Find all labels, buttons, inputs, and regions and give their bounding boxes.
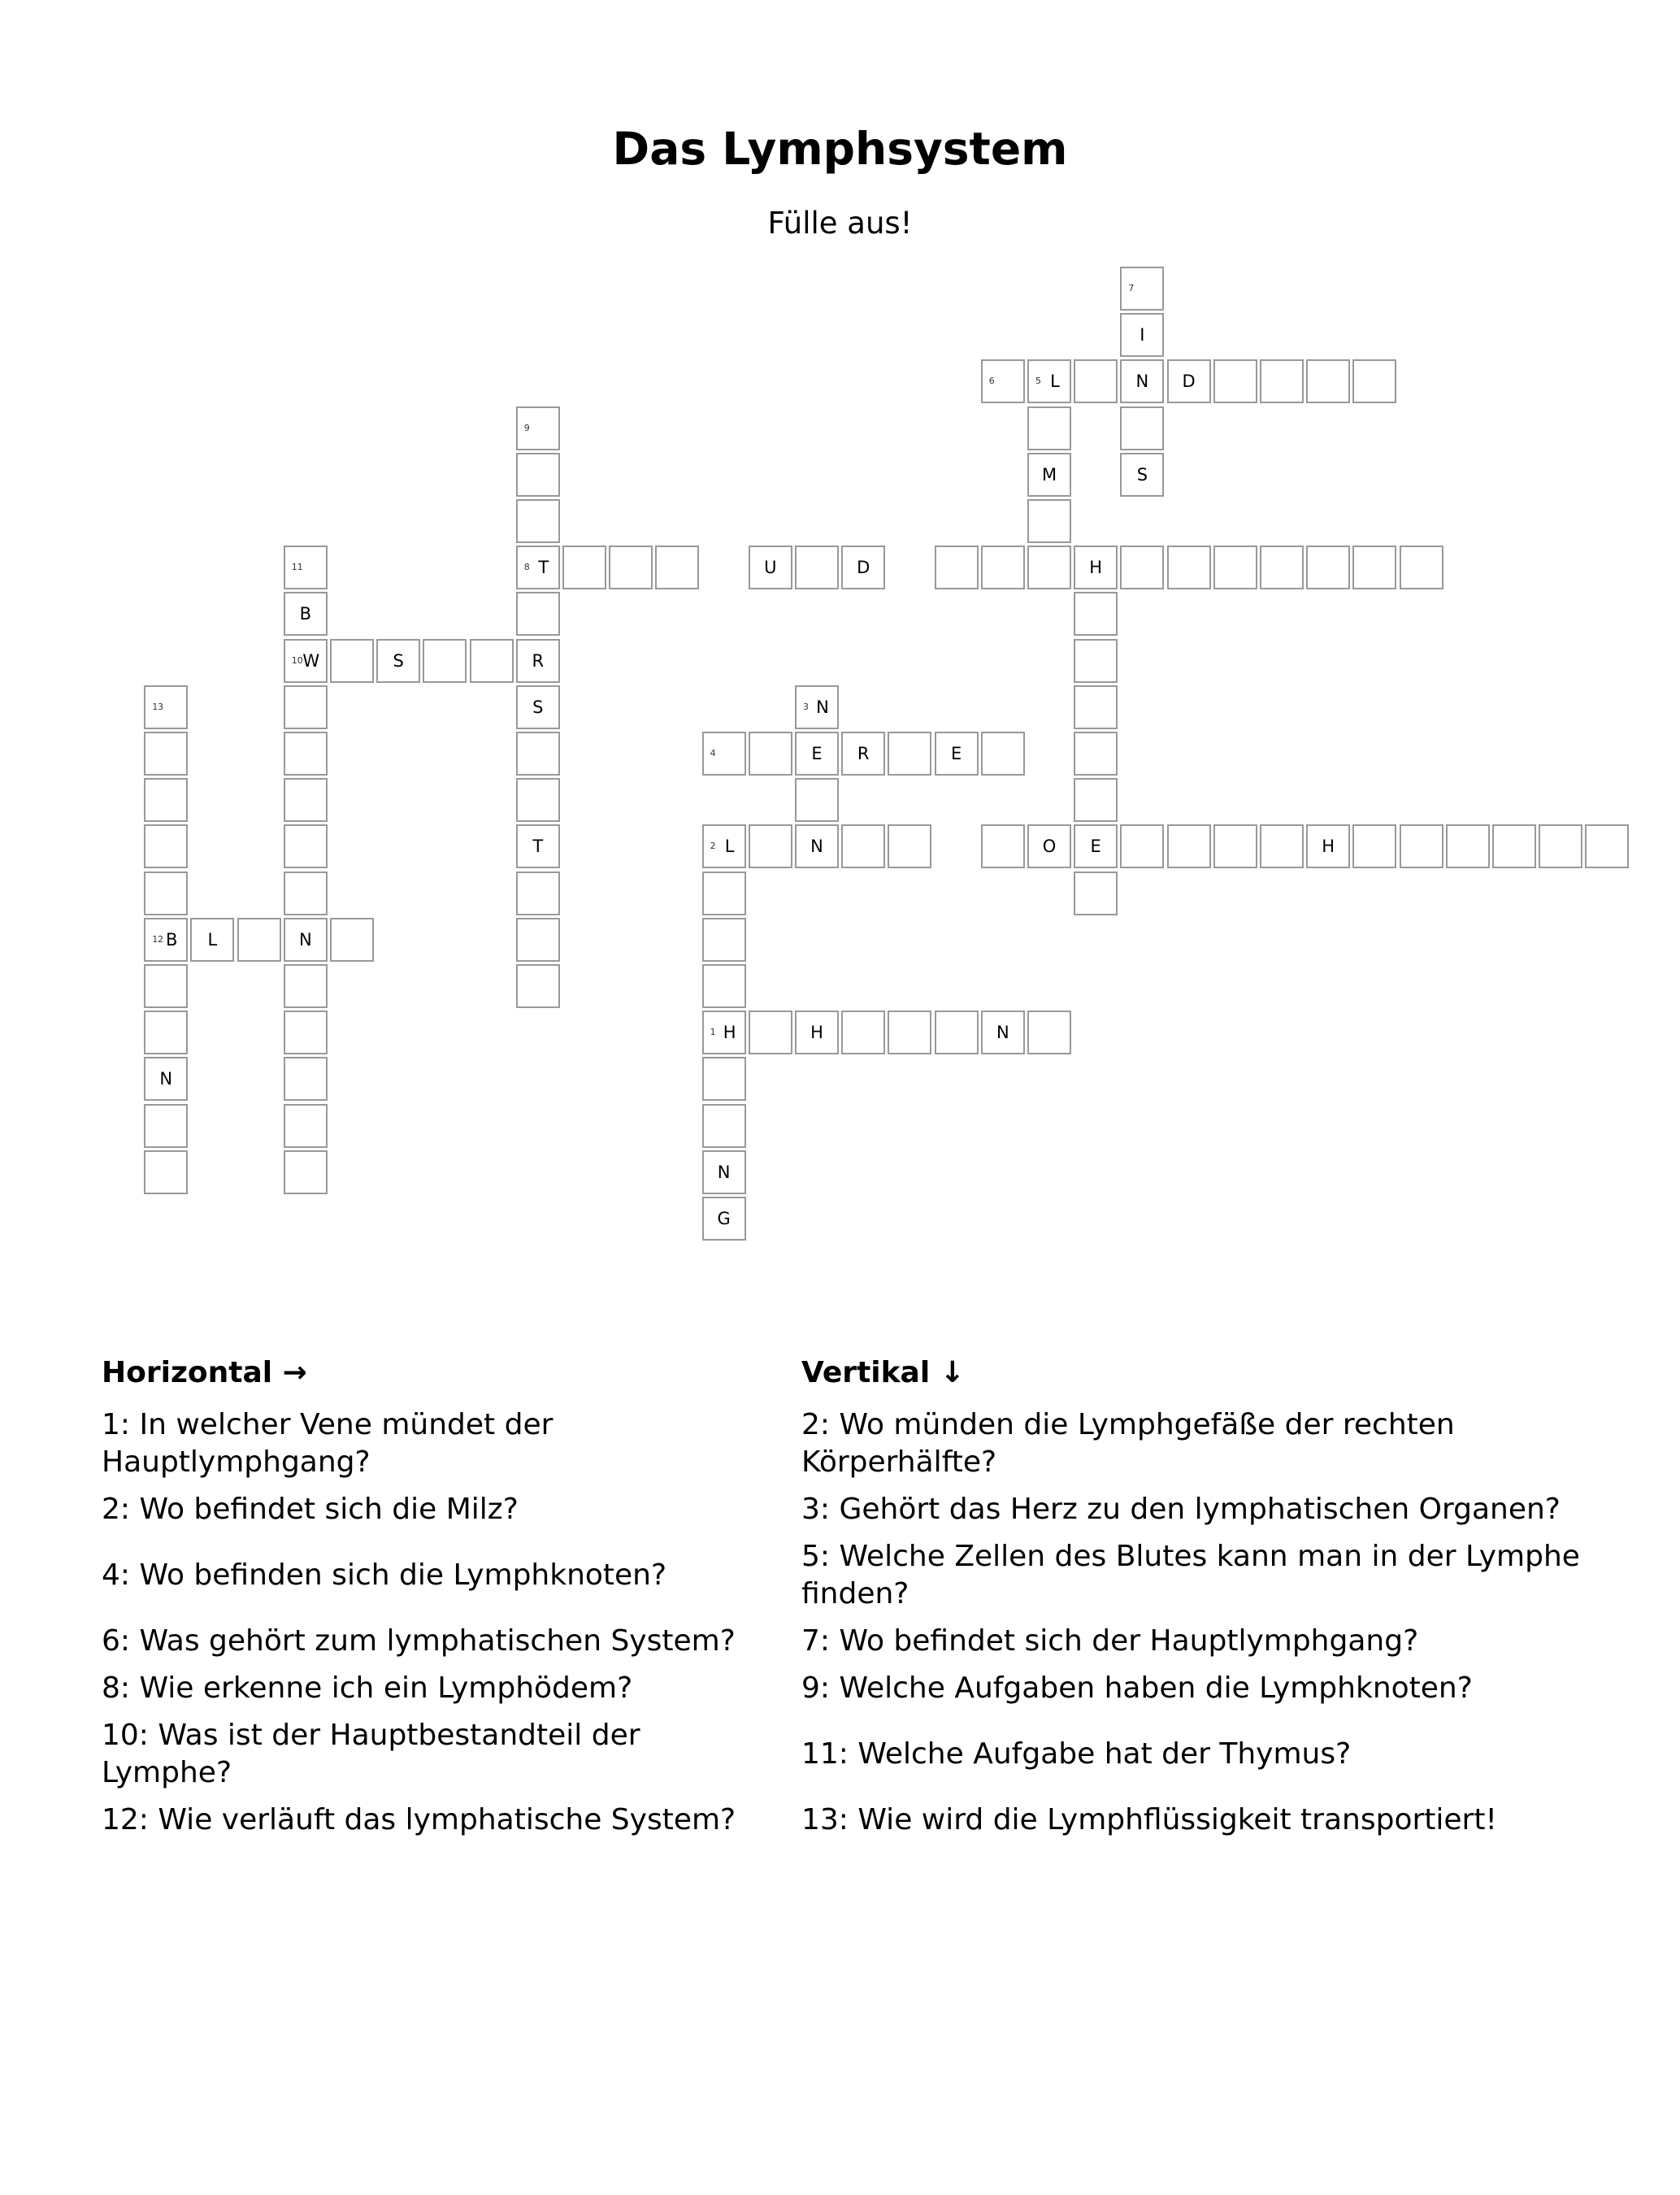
clue-number: 12 xyxy=(152,933,164,945)
crossword-cell[interactable] xyxy=(1400,545,1443,589)
crossword-cell[interactable] xyxy=(1074,732,1118,776)
down-heading: Vertikal ↓ xyxy=(801,1356,965,1389)
crossword-cell[interactable] xyxy=(981,359,1025,403)
crossword-cell[interactable] xyxy=(516,778,560,822)
cell-letter: N xyxy=(996,1023,1009,1043)
crossword-cell[interactable] xyxy=(981,824,1025,868)
across-clue-text: 10: Was ist der Hauptbestandteil der Lymphe? xyxy=(102,1719,640,1789)
crossword-cell[interactable] xyxy=(330,918,374,962)
crossword-cell[interactable] xyxy=(1213,359,1257,403)
cell-letter: R xyxy=(532,650,545,671)
across-clue-list xyxy=(102,1402,776,1844)
crossword-cell[interactable] xyxy=(284,778,328,822)
crossword-cell[interactable] xyxy=(702,824,746,868)
cell-letter: B xyxy=(165,929,178,950)
crossword-cell[interactable] xyxy=(1120,824,1164,868)
cell-letter: G xyxy=(717,1209,731,1228)
crossword-cell[interactable] xyxy=(1027,499,1071,543)
down-clue xyxy=(801,1486,1582,1533)
cell-letter: N xyxy=(1135,372,1149,392)
crossword-cell[interactable] xyxy=(702,1011,746,1054)
down-clue-text: 11: Welche Aufgabe hat der Thymus? xyxy=(801,1737,1352,1771)
crossword-cell[interactable] xyxy=(1167,359,1211,403)
down-clue-text: 13: Wie wird die Lymphflüssigkeit transportiert! xyxy=(801,1803,1497,1836)
crossword-cell[interactable] xyxy=(1352,545,1396,589)
crossword-cell[interactable] xyxy=(795,545,839,589)
crossword-cell[interactable] xyxy=(284,918,328,962)
across-clue-text: 8: Wie erkenne ich ein Lymphödem? xyxy=(102,1671,633,1705)
crossword-cell[interactable] xyxy=(1074,545,1118,589)
crossword-cell[interactable] xyxy=(1585,824,1629,868)
cell-letter: L xyxy=(1050,372,1060,392)
cell-letter: D xyxy=(1182,372,1196,392)
cell-letter: S xyxy=(1136,464,1148,485)
cell-letter: T xyxy=(538,558,549,578)
crossword-cell[interactable] xyxy=(284,871,328,915)
crossword-cell[interactable] xyxy=(516,545,560,589)
down-clue xyxy=(801,1618,1582,1665)
crossword-cell[interactable] xyxy=(935,732,979,776)
clue-number: 6 xyxy=(988,376,995,387)
crossword-cell[interactable] xyxy=(1120,453,1164,497)
crossword-cell[interactable] xyxy=(1260,824,1304,868)
across-clue-text: 12: Wie verläuft das lymphatische System? xyxy=(102,1803,736,1836)
crossword-cell[interactable] xyxy=(1352,359,1396,403)
crossword-cell[interactable] xyxy=(1074,359,1118,403)
down-clue-text: 5: Welche Zellen des Blutes kann man in der Lymphe finden? xyxy=(801,1540,1580,1610)
crossword-cell[interactable] xyxy=(144,918,188,962)
crossword-cell[interactable] xyxy=(284,964,328,1008)
crossword-cell[interactable] xyxy=(1260,359,1304,403)
crossword-cell[interactable] xyxy=(144,871,188,915)
clue-number: 9 xyxy=(523,422,530,433)
crossword-cell[interactable] xyxy=(237,918,281,962)
crossword-cell[interactable] xyxy=(516,499,560,543)
crossword-cell[interactable] xyxy=(1306,824,1350,868)
crossword-cell[interactable] xyxy=(144,964,188,1008)
crossword-cell[interactable] xyxy=(144,824,188,868)
crossword-cell[interactable] xyxy=(516,732,560,776)
crossword-cell[interactable] xyxy=(516,592,560,636)
crossword-cell[interactable] xyxy=(981,1011,1025,1054)
crossword-cell[interactable] xyxy=(144,1057,188,1101)
crossword-cell[interactable] xyxy=(888,824,931,868)
crossword-cell[interactable] xyxy=(284,545,328,589)
cell-letter: U xyxy=(764,558,777,578)
crossword-cell[interactable] xyxy=(1027,453,1071,497)
crossword-cell[interactable] xyxy=(284,685,328,729)
crossword-cell[interactable] xyxy=(1027,824,1071,868)
crossword-cell[interactable] xyxy=(655,545,699,589)
down-clue xyxy=(801,1712,1582,1797)
crossword-cell[interactable] xyxy=(702,1150,746,1194)
crossword-cell[interactable] xyxy=(1400,824,1443,868)
cell-letter: S xyxy=(393,650,404,671)
clue-number: 8 xyxy=(523,562,530,573)
down-clue xyxy=(801,1797,1582,1844)
clue-number: 10 xyxy=(291,654,303,666)
crossword-cell[interactable] xyxy=(1120,359,1164,403)
crossword-cell[interactable] xyxy=(1213,545,1257,589)
crossword-cell[interactable] xyxy=(190,918,234,962)
crossword-cell[interactable] xyxy=(516,453,560,497)
across-clue-text: 2: Wo befindet sich die Milz? xyxy=(102,1493,519,1526)
across-clue xyxy=(102,1665,776,1712)
across-clue xyxy=(102,1712,776,1797)
crossword-cell[interactable] xyxy=(516,685,560,729)
crossword-cell[interactable] xyxy=(423,639,467,683)
crossword-cell[interactable] xyxy=(144,1150,188,1194)
crossword-cell[interactable] xyxy=(888,1011,931,1054)
crossword-cell[interactable] xyxy=(1120,313,1164,357)
crossword-cell[interactable] xyxy=(1539,824,1582,868)
down-clue-text: 2: Wo münden die Lymphgefäße der rechten Körperhälfte? xyxy=(801,1408,1455,1479)
across-clue xyxy=(102,1618,776,1665)
crossword-cell[interactable] xyxy=(284,1104,328,1148)
down-clue xyxy=(801,1402,1582,1486)
cell-letter: H xyxy=(723,1023,736,1043)
across-clue xyxy=(102,1797,776,1844)
cell-letter: E xyxy=(950,744,962,763)
crossword-cell[interactable] xyxy=(1027,406,1071,450)
crossword-cell[interactable] xyxy=(1120,267,1164,311)
crossword-cell[interactable] xyxy=(702,732,746,776)
cell-letter: B xyxy=(299,604,311,624)
crossword-cell[interactable] xyxy=(702,1104,746,1148)
crossword-cell[interactable] xyxy=(1260,545,1304,589)
crossword-cell[interactable] xyxy=(516,918,560,962)
crossword-cell[interactable] xyxy=(144,732,188,776)
clue-number: 13 xyxy=(152,701,164,712)
crossword-cell[interactable] xyxy=(516,824,560,868)
crossword-cell[interactable] xyxy=(935,1011,979,1054)
cell-letter: T xyxy=(532,837,544,857)
cell-letter: N xyxy=(159,1069,173,1089)
crossword-cell[interactable] xyxy=(841,1011,885,1054)
cell-letter: I xyxy=(1140,325,1145,346)
crossword-cell[interactable] xyxy=(1167,824,1211,868)
crossword-cell[interactable] xyxy=(1352,824,1396,868)
down-clue-text: 9: Welche Aufgaben haben die Lymphknoten? xyxy=(801,1671,1473,1705)
crossword-cell[interactable] xyxy=(562,545,606,589)
crossword-cell[interactable] xyxy=(144,778,188,822)
crossword-cell[interactable] xyxy=(284,1011,328,1054)
page-subtitle: Fülle aus! xyxy=(767,206,913,241)
crossword-cell[interactable] xyxy=(1492,824,1536,868)
cell-letter: H xyxy=(1322,837,1335,857)
crossword-cell[interactable] xyxy=(841,545,885,589)
crossword-cell[interactable] xyxy=(144,1011,188,1054)
crossword-cell[interactable] xyxy=(516,639,560,683)
crossword-cell[interactable] xyxy=(1446,824,1490,868)
crossword-cell[interactable] xyxy=(841,732,885,776)
down-clue-text: 7: Wo befindet sich der Hauptlymphgang? xyxy=(801,1624,1419,1658)
cell-letter: N xyxy=(816,697,829,717)
crossword-cell[interactable] xyxy=(795,1011,839,1054)
crossword-cell[interactable] xyxy=(284,824,328,868)
down-clue-text: 3: Gehört das Herz zu den lymphatischen Organen? xyxy=(801,1493,1561,1526)
crossword-cell[interactable] xyxy=(516,406,560,450)
crossword-cell[interactable] xyxy=(284,1057,328,1101)
crossword-cell[interactable] xyxy=(1120,406,1164,450)
crossword-cell[interactable] xyxy=(702,964,746,1008)
cell-letter: L xyxy=(207,929,218,950)
down-clue-list xyxy=(801,1402,1582,1844)
clue-number: 5 xyxy=(1035,376,1041,387)
crossword-cell[interactable] xyxy=(795,778,839,822)
crossword-cell[interactable] xyxy=(935,545,979,589)
cell-letter: N xyxy=(298,929,312,950)
crossword-cell[interactable] xyxy=(1074,592,1118,636)
clue-number: 4 xyxy=(710,748,716,758)
crossword-cell[interactable] xyxy=(702,918,746,962)
crossword-cell[interactable] xyxy=(749,545,792,589)
clue-number: 2 xyxy=(710,841,716,852)
crossword-cell[interactable] xyxy=(1213,824,1257,868)
crossword-cell[interactable] xyxy=(284,592,328,636)
cell-letter: D xyxy=(857,558,870,578)
crossword-cell[interactable] xyxy=(1027,1011,1071,1054)
crossword-cell[interactable] xyxy=(888,732,931,776)
crossword-cell[interactable] xyxy=(702,871,746,915)
cell-letter: R xyxy=(857,744,870,763)
across-clue xyxy=(102,1486,776,1533)
crossword-cell[interactable] xyxy=(516,964,560,1008)
across-clue-text: 1: In welcher Vene mündet der Hauptlymphgang? xyxy=(102,1408,553,1479)
cell-letter: W xyxy=(302,650,320,671)
crossword-cell[interactable] xyxy=(144,1104,188,1148)
down-clue xyxy=(801,1533,1582,1618)
cell-letter: H xyxy=(810,1023,823,1043)
across-heading: Horizontal → xyxy=(102,1356,307,1389)
crossword-cell[interactable] xyxy=(1074,824,1118,868)
crossword-cell[interactable] xyxy=(284,732,328,776)
crossword-cell[interactable] xyxy=(330,639,374,683)
crossword-cell[interactable] xyxy=(470,639,514,683)
crossword-cell[interactable] xyxy=(284,639,328,683)
crossword-cell[interactable] xyxy=(1027,545,1071,589)
crossword-cell[interactable] xyxy=(1027,359,1071,403)
clue-number: 3 xyxy=(803,701,809,712)
cell-letter: E xyxy=(1090,837,1101,857)
page-title: Das Lymphsystem xyxy=(612,123,1068,175)
cell-letter: O xyxy=(1042,837,1057,857)
crossword-cell[interactable] xyxy=(702,1197,746,1241)
crossword-cell[interactable] xyxy=(702,1057,746,1101)
cell-letter: H xyxy=(1089,558,1103,578)
cell-letter: M xyxy=(1041,464,1057,485)
cell-letter: N xyxy=(810,837,823,857)
crossword-cell[interactable] xyxy=(795,732,839,776)
clue-number: 1 xyxy=(710,1027,716,1038)
crossword-cell[interactable] xyxy=(1306,359,1350,403)
down-clues xyxy=(801,1354,1582,1844)
crossword-cell[interactable] xyxy=(749,824,792,868)
crossword-cell[interactable] xyxy=(981,732,1025,776)
crossword-cell[interactable] xyxy=(1074,639,1118,683)
down-clue xyxy=(801,1665,1582,1712)
across-clue-text: 4: Wo befinden sich die Lymphknoten? xyxy=(102,1558,667,1592)
crossword-cell[interactable] xyxy=(609,545,653,589)
crossword-cell[interactable] xyxy=(1074,871,1118,915)
cell-letter: S xyxy=(532,697,544,717)
crossword-cell[interactable] xyxy=(376,639,420,683)
crossword-cell[interactable] xyxy=(795,824,839,868)
cell-letter: E xyxy=(811,744,823,763)
crossword-cell[interactable] xyxy=(795,685,839,729)
crossword-cell[interactable] xyxy=(1306,545,1350,589)
crossword-cell[interactable] xyxy=(284,1150,328,1194)
crossword-cell[interactable] xyxy=(841,824,885,868)
crossword-cell[interactable] xyxy=(516,871,560,915)
crossword-cell[interactable] xyxy=(1120,545,1164,589)
across-clue-text: 6: Was gehört zum lymphatischen System? xyxy=(102,1624,736,1658)
crossword-cell[interactable] xyxy=(1167,545,1211,589)
cell-letter: L xyxy=(724,837,735,857)
crossword-cell[interactable] xyxy=(1074,778,1118,822)
across-clue xyxy=(102,1533,776,1618)
across-clues xyxy=(102,1354,776,1844)
clue-number: 7 xyxy=(1128,283,1135,293)
clue-number: 11 xyxy=(291,562,303,573)
cell-letter: N xyxy=(717,1162,731,1182)
crossword-cell[interactable] xyxy=(749,732,792,776)
crossword-cell[interactable] xyxy=(1074,685,1118,729)
across-clue xyxy=(102,1402,776,1486)
crossword-cell[interactable] xyxy=(749,1011,792,1054)
crossword-cell[interactable] xyxy=(144,685,188,729)
crossword-cell[interactable] xyxy=(981,545,1025,589)
